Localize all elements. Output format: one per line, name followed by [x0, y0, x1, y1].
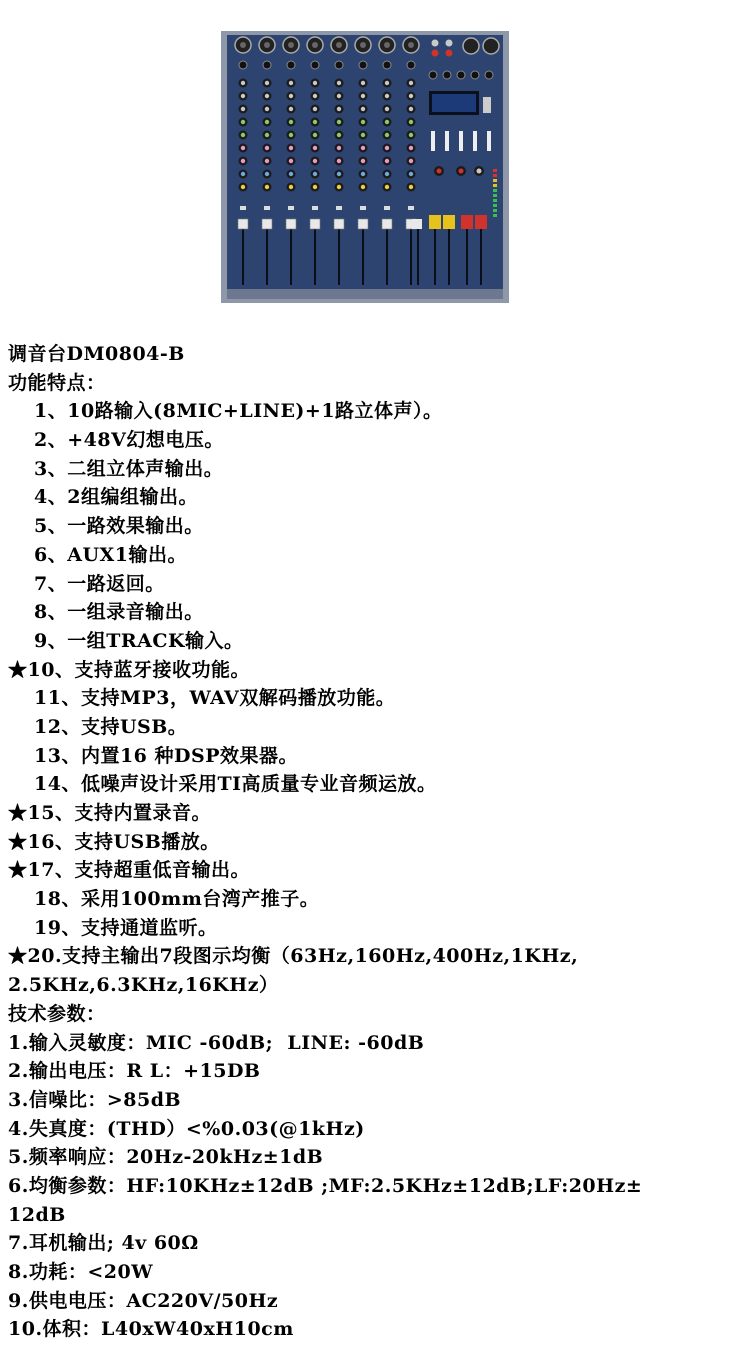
- knob-cap: [241, 146, 245, 150]
- features-heading: 功能特点：: [8, 371, 106, 394]
- rca-jack: [446, 40, 453, 47]
- master-fader-track: [466, 227, 468, 285]
- feature-item: 9、一组TRACK输入。: [34, 629, 244, 652]
- feature-item: 7、一路返回。: [34, 572, 165, 595]
- knob-cap: [409, 172, 413, 176]
- knob-cap: [313, 159, 317, 163]
- feature-item: 1、10路输入(8MIC+LINE)+1路立体声）。: [34, 400, 443, 423]
- rca-jack: [446, 50, 453, 57]
- knob-cap: [241, 185, 245, 189]
- features-list: [8, 397, 742, 942]
- level-meter-led: [493, 214, 497, 217]
- knob-cap: [361, 133, 365, 137]
- xlr-jack-core: [408, 42, 414, 48]
- feature-20-line2: 2.5KHz,6.3KHz,16KHz）: [8, 974, 279, 997]
- xlr-jack-core: [264, 42, 270, 48]
- line-jack: [407, 61, 415, 69]
- spec-item: 3.信噪比：>85dB: [8, 1088, 182, 1111]
- knob-cap: [289, 94, 293, 98]
- knob-cap: [409, 94, 413, 98]
- knob-cap: [385, 133, 389, 137]
- fader-cap: [262, 219, 272, 229]
- mixer-bottom-strip: [227, 289, 503, 299]
- feature-item: 12、支持USB。: [34, 715, 188, 738]
- line-jack: [311, 61, 319, 69]
- feature-item: 3、二组立体声输出。: [34, 457, 224, 480]
- knob-cap: [265, 133, 269, 137]
- feature-item: 2、+48V幻想电压。: [34, 429, 224, 452]
- fader-track: [314, 227, 316, 285]
- feature-item: 19、支持通道监听。: [34, 916, 218, 939]
- level-meter-led: [493, 189, 497, 192]
- fx-knob-cap: [437, 169, 442, 174]
- knob-cap: [385, 120, 389, 124]
- knob-cap: [337, 107, 341, 111]
- feature-item: 18、采用100mm台湾产推子。: [34, 888, 320, 911]
- xlr-jack-core: [360, 42, 366, 48]
- xlr-jack-core: [240, 42, 246, 48]
- knob-cap: [241, 94, 245, 98]
- level-meter-led: [493, 184, 497, 187]
- xlr-output-jack: [483, 38, 499, 54]
- feature-item: 8、一组录音输出。: [34, 601, 204, 624]
- knob-cap: [313, 146, 317, 150]
- knob-cap: [289, 172, 293, 176]
- spec-item: 12dB: [8, 1203, 66, 1226]
- lcd-screen: [432, 94, 476, 112]
- line-jack: [287, 61, 295, 69]
- knob-cap: [289, 120, 293, 124]
- fader-cap: [238, 219, 248, 229]
- channel-button: [264, 206, 270, 210]
- output-jack: [429, 71, 437, 79]
- knob-cap: [385, 172, 389, 176]
- channel-button: [408, 206, 414, 210]
- knob-cap: [361, 81, 365, 85]
- master-fader-cap: [461, 215, 473, 229]
- knob-cap: [289, 133, 293, 137]
- knob-cap: [409, 81, 413, 85]
- specs-heading: 技术参数：: [8, 1002, 106, 1025]
- knob-cap: [337, 185, 341, 189]
- knob-cap: [409, 107, 413, 111]
- spec-item: 7.耳机输出; 4v 60Ω: [8, 1232, 199, 1255]
- feature-item: ★10、支持蓝牙接收功能。: [8, 658, 250, 681]
- knob-cap: [289, 107, 293, 111]
- channel-button: [240, 206, 246, 210]
- usb-slot: [483, 97, 491, 113]
- knob-cap: [241, 81, 245, 85]
- fader-track: [338, 227, 340, 285]
- feature-item: 6、AUX1输出。: [34, 543, 187, 566]
- output-jack: [443, 71, 451, 79]
- channel-button: [336, 206, 342, 210]
- fader-cap: [286, 219, 296, 229]
- xlr-jack-core: [288, 42, 294, 48]
- knob-cap: [241, 107, 245, 111]
- knob-cap: [337, 120, 341, 124]
- rca-jack: [432, 40, 439, 47]
- mixer-illustration: [221, 31, 509, 303]
- graphic-eq-slider: [473, 131, 477, 151]
- knob-cap: [361, 159, 365, 163]
- knob-cap: [289, 159, 293, 163]
- spec-item: 9.供电电压：AC220V/50Hz: [8, 1289, 279, 1312]
- knob-cap: [265, 159, 269, 163]
- knob-cap: [385, 146, 389, 150]
- spec-item: 4.失真度：(THD）<%0.03(@1kHz): [8, 1117, 365, 1140]
- fader-cap: [310, 219, 320, 229]
- knob-cap: [385, 107, 389, 111]
- knob-cap: [265, 107, 269, 111]
- master-fader-cap: [429, 215, 441, 229]
- line-jack: [239, 61, 247, 69]
- product-description: [8, 340, 742, 1344]
- feature-item: 13、内置16 种DSP效果器。: [34, 744, 298, 767]
- master-fader-cap: [475, 215, 487, 229]
- master-fader-track: [434, 227, 436, 285]
- knob-cap: [241, 172, 245, 176]
- knob-cap: [409, 185, 413, 189]
- knob-cap: [313, 120, 317, 124]
- knob-cap: [361, 94, 365, 98]
- knob-cap: [385, 94, 389, 98]
- knob-cap: [289, 185, 293, 189]
- knob-cap: [361, 172, 365, 176]
- knob-cap: [313, 133, 317, 137]
- line-jack: [383, 61, 391, 69]
- level-meter-led: [493, 204, 497, 207]
- output-jack: [471, 71, 479, 79]
- graphic-eq-slider: [459, 131, 463, 151]
- feature-20-line1: ★20.支持主输出7段图示均衡（63Hz,160Hz,400Hz,1KHz,: [8, 945, 579, 968]
- knob-cap: [313, 185, 317, 189]
- feature-item: ★17、支持超重低音输出。: [8, 859, 250, 882]
- knob-cap: [409, 133, 413, 137]
- feature-item: 11、支持MP3，WAV双解码播放功能。: [34, 687, 396, 710]
- knob-cap: [265, 172, 269, 176]
- knob-cap: [265, 94, 269, 98]
- fader-cap: [358, 219, 368, 229]
- knob-cap: [313, 81, 317, 85]
- master-fader-track: [480, 227, 482, 285]
- knob-cap: [241, 159, 245, 163]
- spec-item: 2.输出电压：R L：+15DB: [8, 1060, 261, 1083]
- level-meter-led: [493, 199, 497, 202]
- feature-item: 4、2组编组输出。: [34, 486, 198, 509]
- output-jack: [457, 71, 465, 79]
- fader-track: [290, 227, 292, 285]
- level-meter-led: [493, 169, 497, 172]
- spec-item: 6.均衡参数：HF:10KHz±12dB ;MF:2.5KHz±12dB;LF:20Hz±: [8, 1174, 643, 1197]
- aux-fader-cap: [412, 219, 422, 229]
- knob-cap: [265, 81, 269, 85]
- level-meter-led: [493, 174, 497, 177]
- fader-cap: [334, 219, 344, 229]
- fx-knob-cap: [477, 169, 482, 174]
- knob-cap: [361, 107, 365, 111]
- line-jack: [335, 61, 343, 69]
- knob-cap: [385, 81, 389, 85]
- fader-track: [386, 227, 388, 285]
- line-jack: [359, 61, 367, 69]
- fader-track: [362, 227, 364, 285]
- channel-button: [360, 206, 366, 210]
- knob-cap: [361, 120, 365, 124]
- knob-cap: [385, 159, 389, 163]
- knob-cap: [241, 133, 245, 137]
- knob-cap: [313, 172, 317, 176]
- master-fader-track: [448, 227, 450, 285]
- knob-cap: [337, 146, 341, 150]
- graphic-eq-slider: [445, 131, 449, 151]
- fx-knob-cap: [459, 169, 464, 174]
- xlr-jack-core: [312, 42, 318, 48]
- feature-item: 5、一路效果输出。: [34, 515, 204, 538]
- knob-cap: [409, 120, 413, 124]
- knob-cap: [337, 172, 341, 176]
- specs-list: [8, 1029, 742, 1345]
- knob-cap: [361, 185, 365, 189]
- graphic-eq-slider: [487, 131, 491, 151]
- master-fader-cap: [443, 215, 455, 229]
- spec-item: 10.体积：L40xW40xH10cm: [8, 1318, 294, 1341]
- aux-fader-track: [417, 227, 419, 285]
- level-meter-led: [493, 209, 497, 212]
- feature-item: ★16、支持USB播放。: [8, 830, 220, 853]
- mixer-photo: [221, 31, 509, 303]
- knob-cap: [337, 159, 341, 163]
- spec-item: 5.频率响应：20Hz-20kHz±1dB: [8, 1146, 324, 1169]
- xlr-jack-core: [384, 42, 390, 48]
- line-jack: [263, 61, 271, 69]
- knob-cap: [337, 133, 341, 137]
- fader-cap: [382, 219, 392, 229]
- knob-cap: [241, 120, 245, 124]
- channel-button: [384, 206, 390, 210]
- fader-track: [266, 227, 268, 285]
- knob-cap: [265, 120, 269, 124]
- knob-cap: [313, 107, 317, 111]
- feature-item: ★15、支持内置录音。: [8, 802, 211, 824]
- rca-jack: [432, 50, 439, 57]
- knob-cap: [409, 146, 413, 150]
- knob-cap: [337, 94, 341, 98]
- spec-item: 8.功耗：<20W: [8, 1261, 154, 1283]
- knob-cap: [385, 185, 389, 189]
- feature-item: 14、低噪声设计采用TI高质量专业音频运放。: [34, 773, 437, 796]
- fader-track: [410, 227, 412, 285]
- product-title: 调音台DM0804-B: [8, 343, 185, 365]
- level-meter-led: [493, 194, 497, 197]
- knob-cap: [337, 81, 341, 85]
- level-meter-led: [493, 179, 497, 182]
- knob-cap: [409, 159, 413, 163]
- xlr-output-jack: [463, 38, 479, 54]
- knob-cap: [265, 146, 269, 150]
- channel-button: [288, 206, 294, 210]
- knob-cap: [265, 185, 269, 189]
- output-jack: [485, 71, 493, 79]
- knob-cap: [361, 146, 365, 150]
- channel-button: [312, 206, 318, 210]
- xlr-jack-core: [336, 42, 342, 48]
- fader-track: [242, 227, 244, 285]
- knob-cap: [313, 94, 317, 98]
- knob-cap: [289, 146, 293, 150]
- spec-item: 1.输入灵敏度：MIC -60dB; LINE: -60dB: [8, 1031, 425, 1054]
- graphic-eq-slider: [431, 131, 435, 151]
- knob-cap: [289, 81, 293, 85]
